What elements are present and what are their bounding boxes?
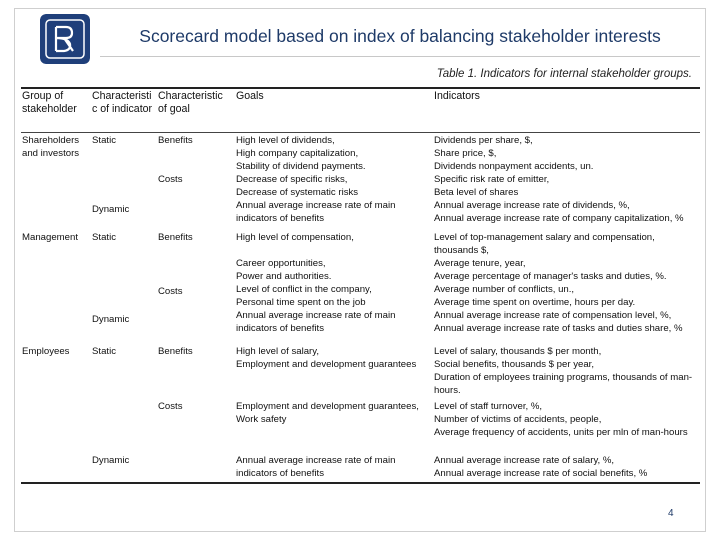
goal-text: High level of salary,: [236, 346, 320, 357]
goal-text: Employment and development guarantees,: [236, 401, 419, 412]
indicator-text: Average time spent on overtime, hours per day.: [434, 297, 636, 308]
indicator-text: Level of top-management salary and compensation, thousands $,: [434, 232, 655, 256]
goal-characteristic: Benefits: [158, 135, 193, 146]
indicator-characteristic: Static: [92, 346, 116, 357]
header-characteristic-indicator: Characteristic of indicator: [92, 90, 153, 115]
goal-text: Level of conflict in the company,: [236, 284, 372, 295]
goal-characteristic: Benefits: [158, 346, 193, 357]
page-number: 4: [668, 508, 674, 519]
goal-text: Decrease of specific risks,: [236, 174, 348, 185]
goal-characteristic: Benefits: [158, 232, 193, 243]
indicator-text: Beta level of shares: [434, 187, 519, 198]
header-characteristic-goal: Characteristic of goal: [158, 90, 223, 115]
indicator-text: Average tenure, year,: [434, 258, 526, 269]
indicator-text: Average number of conflicts, un.,: [434, 284, 575, 295]
goal-text: Personal time spent on the job: [236, 297, 366, 308]
header-indicators: Indicators: [434, 90, 480, 102]
indicator-text: Annual average increase rate of social benefits, %: [434, 468, 648, 479]
goal-text: Annual average increase rate of main indicators of benefits: [236, 455, 396, 479]
goal-text: Work safety: [236, 414, 287, 425]
goal-text: High company capitalization,: [236, 148, 359, 159]
indicator-text: Annual average increase rate of tasks and duties share, %: [434, 323, 683, 334]
group-name: Employees: [22, 346, 70, 357]
indicator-text: Duration of employees training programs, thousands of man-hours.: [434, 372, 693, 396]
header-group: Group of stakeholder: [22, 90, 77, 115]
table-header-rule: [21, 132, 700, 133]
table-bottom-rule: [21, 482, 700, 484]
goal-text: Career opportunities,: [236, 258, 326, 269]
indicator-text: Level of staff turnover, %,: [434, 401, 543, 412]
indicator-text: Dividends nonpayment accidents, un.: [434, 161, 594, 172]
goal-text: High level of dividends,: [236, 135, 335, 146]
indicator-text: Level of salary, thousands $ per month,: [434, 346, 602, 357]
university-logo-icon: [40, 14, 90, 64]
indicator-text: Specific risk rate of emitter,: [434, 174, 550, 185]
goal-text: Decrease of systematic risks: [236, 187, 359, 198]
goal-text: Power and authorities.: [236, 271, 332, 282]
indicator-text: Annual average increase rate of salary, %,: [434, 455, 615, 466]
indicator-text: Social benefits, thousands $ per year,: [434, 359, 594, 370]
indicator-characteristic: Static: [92, 232, 116, 243]
indicator-text: Annual average increase rate of company capitalization, %: [434, 213, 684, 224]
goal-characteristic: Costs: [158, 401, 183, 412]
goal-characteristic: Costs: [158, 174, 183, 185]
indicator-text: Number of victims of accidents, people,: [434, 414, 602, 425]
header-goals: Goals: [236, 90, 264, 102]
title-rule: [100, 56, 700, 57]
indicator-text: Dividends per share, $,: [434, 135, 533, 146]
indicator-text: Annual average increase rate of compensation level, %,: [434, 310, 672, 321]
goal-text: High level of compensation,: [236, 232, 354, 243]
group-name: Shareholders and investors: [22, 135, 80, 159]
goal-characteristic: Costs: [158, 286, 183, 297]
indicator-characteristic: Static: [92, 135, 116, 146]
table-top-rule: [21, 87, 700, 89]
indicator-characteristic: Dynamic: [92, 314, 130, 325]
goal-text: Annual average increase rate of main indicators of benefits: [236, 310, 396, 334]
indicator-characteristic: Dynamic: [92, 455, 130, 466]
indicator-text: Average percentage of manager's tasks and duties, %.: [434, 271, 667, 282]
indicator-text: Average frequency of accidents, units per mln of man-hours: [434, 427, 688, 438]
table-caption: Table 1. Indicators for internal stakeholder groups.: [436, 68, 692, 80]
group-name: Management: [22, 232, 78, 243]
slide-title: Scorecard model based on index of balancing stakeholder interests: [139, 26, 661, 46]
goal-text: Employment and development guarantees: [236, 359, 417, 370]
indicator-text: Annual average increase rate of dividends, %,: [434, 200, 630, 211]
indicator-characteristic: Dynamic: [92, 204, 130, 215]
goal-text: Stability of dividend payments.: [236, 161, 366, 172]
indicator-text: Share price, $,: [434, 148, 497, 159]
goal-text: Annual average increase rate of main indicators of benefits: [236, 200, 396, 224]
